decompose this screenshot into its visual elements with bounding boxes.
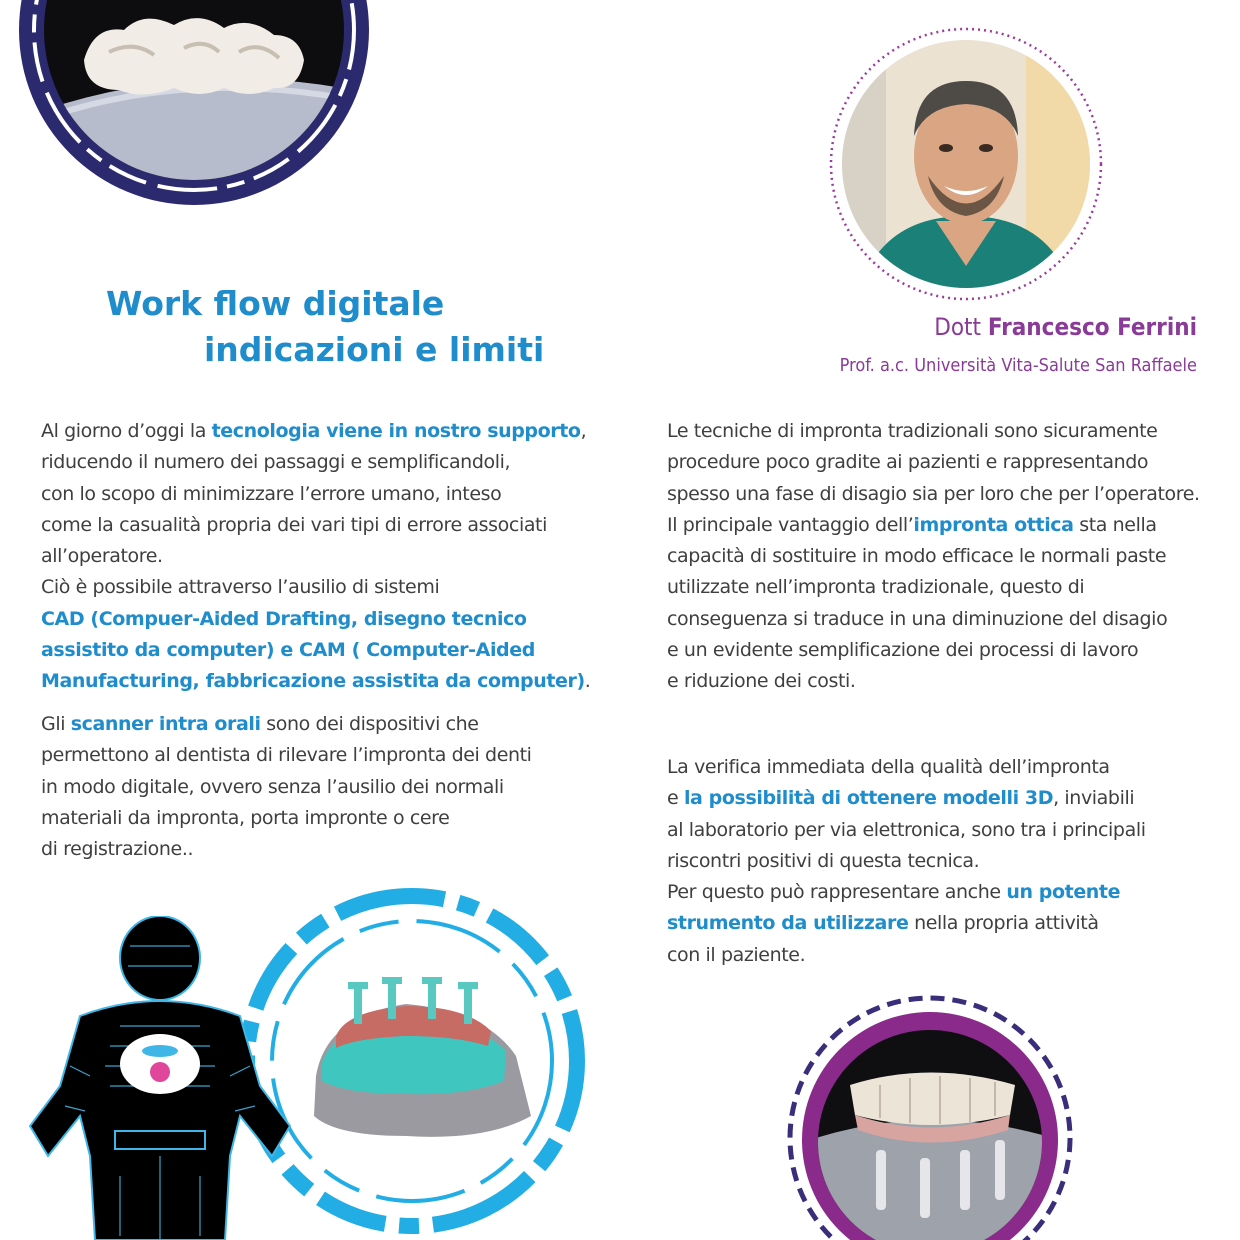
- text-line: e riduzione dei costi.: [667, 670, 856, 693]
- text-line: [667, 783, 1227, 814]
- highlight-text: un potente: [1006, 881, 1121, 904]
- highlight-text: assistito da computer) e CAM ( Computer-Aided: [41, 639, 535, 662]
- text-run: Per questo può rappresentare anche: [667, 881, 1007, 904]
- right-paragraph-1: [667, 416, 1227, 698]
- text-line: [41, 709, 621, 740]
- text-line: con il paziente.: [667, 943, 806, 966]
- text-run: e: [667, 787, 684, 810]
- text-run: Gli: [41, 713, 71, 735]
- robot-figure-icon: [10, 916, 310, 1240]
- title-line-2: indicazioni e limiti: [204, 330, 545, 369]
- text-line: con lo scopo di minimizzare l’errore umano, inteso: [41, 482, 502, 505]
- left-paragraph-2: [41, 709, 621, 865]
- text-run: sono dei dispositivi che: [260, 713, 479, 735]
- text-line: all’operatore.: [41, 545, 163, 568]
- text-line: utilizzate nell’impronta tradizionale, questo di: [667, 576, 1085, 599]
- text-line: conseguenza si traduce in una diminuzione del disagio: [667, 607, 1168, 630]
- highlight-text: la possibilità di ottenere modelli 3D: [683, 787, 1054, 810]
- text-line: Ciò è possibile attraverso l’ausilio di sistemi: [41, 576, 440, 599]
- author-fullname: Francesco Ferrini: [987, 313, 1197, 341]
- text-run: nella propria attività: [908, 912, 1099, 935]
- text-line: Le tecniche di impronta tradizionali sono sicuramente: [667, 420, 1158, 442]
- text-line: [41, 416, 621, 447]
- title-line-1: Work flow digitale: [106, 284, 445, 323]
- text-line: in modo digitale, ovvero senza l’ausilio dei normali: [41, 775, 504, 798]
- highlight-text: CAD (Compuer-Aided Drafting, disegno tecnico: [41, 607, 527, 630]
- author-name: [760, 313, 1197, 341]
- highlight-text: impronta ottica: [913, 513, 1074, 536]
- text-run: ,: [580, 420, 587, 442]
- text-line: [667, 908, 1227, 939]
- text-line: [667, 877, 1227, 908]
- author-prefix: Dott: [934, 313, 988, 341]
- text-line: La verifica immediata della qualità dell’impronta: [667, 756, 1110, 778]
- text-run: .: [584, 670, 591, 693]
- text-line: e un evidente semplificazione dei processi di lavoro: [667, 639, 1139, 662]
- text-line: di registrazione..: [41, 838, 194, 861]
- text-line: come la casualità propria dei vari tipi di errore associati: [41, 513, 547, 536]
- dental-bridge-photo: [14, 0, 374, 270]
- author-affiliation: Prof. a.c. Università Vita-Salute San Raffaele: [839, 355, 1197, 376]
- text-line: [667, 510, 1227, 541]
- text-line: capacità di sostituire in modo efficace le normali paste: [667, 545, 1167, 568]
- page-title: [106, 281, 606, 373]
- text-run: sta nella: [1073, 513, 1157, 536]
- highlight-text: Manufacturing, fabbricazione assistita da computer): [41, 670, 585, 693]
- text-run: Il principale vantaggio dell’: [667, 513, 914, 536]
- text-line: spesso una fase di disagio sia per loro che per l’operatore.: [667, 482, 1200, 505]
- text-line: materiali da impronta, porta impronte o cere: [41, 806, 450, 829]
- text-line: permettono al dentista di rilevare l’impronta dei denti: [41, 744, 532, 767]
- text-run: , inviabili: [1053, 787, 1135, 810]
- text-run: Al giorno d’oggi la: [41, 420, 212, 442]
- text-line: [41, 666, 621, 697]
- left-paragraph-1: [41, 416, 621, 698]
- text-line: riscontri positivi di questa tecnica.: [667, 849, 980, 872]
- text-line: riducendo il numero dei passaggi e semplificandoli,: [41, 451, 511, 474]
- highlight-text: strumento da utilizzare: [667, 912, 909, 935]
- portrait-photo: [816, 26, 1116, 302]
- highlight-text: scanner intra orali: [70, 713, 261, 735]
- dental-implant-photo: [780, 990, 1080, 1240]
- right-paragraph-2: [667, 752, 1227, 971]
- text-line: al laboratorio per via elettronica, sono tra i principali: [667, 818, 1146, 841]
- highlight-text: tecnologia viene in nostro supporto: [211, 420, 581, 442]
- text-line: procedure poco gradite ai pazienti e rappresentando: [667, 451, 1149, 474]
